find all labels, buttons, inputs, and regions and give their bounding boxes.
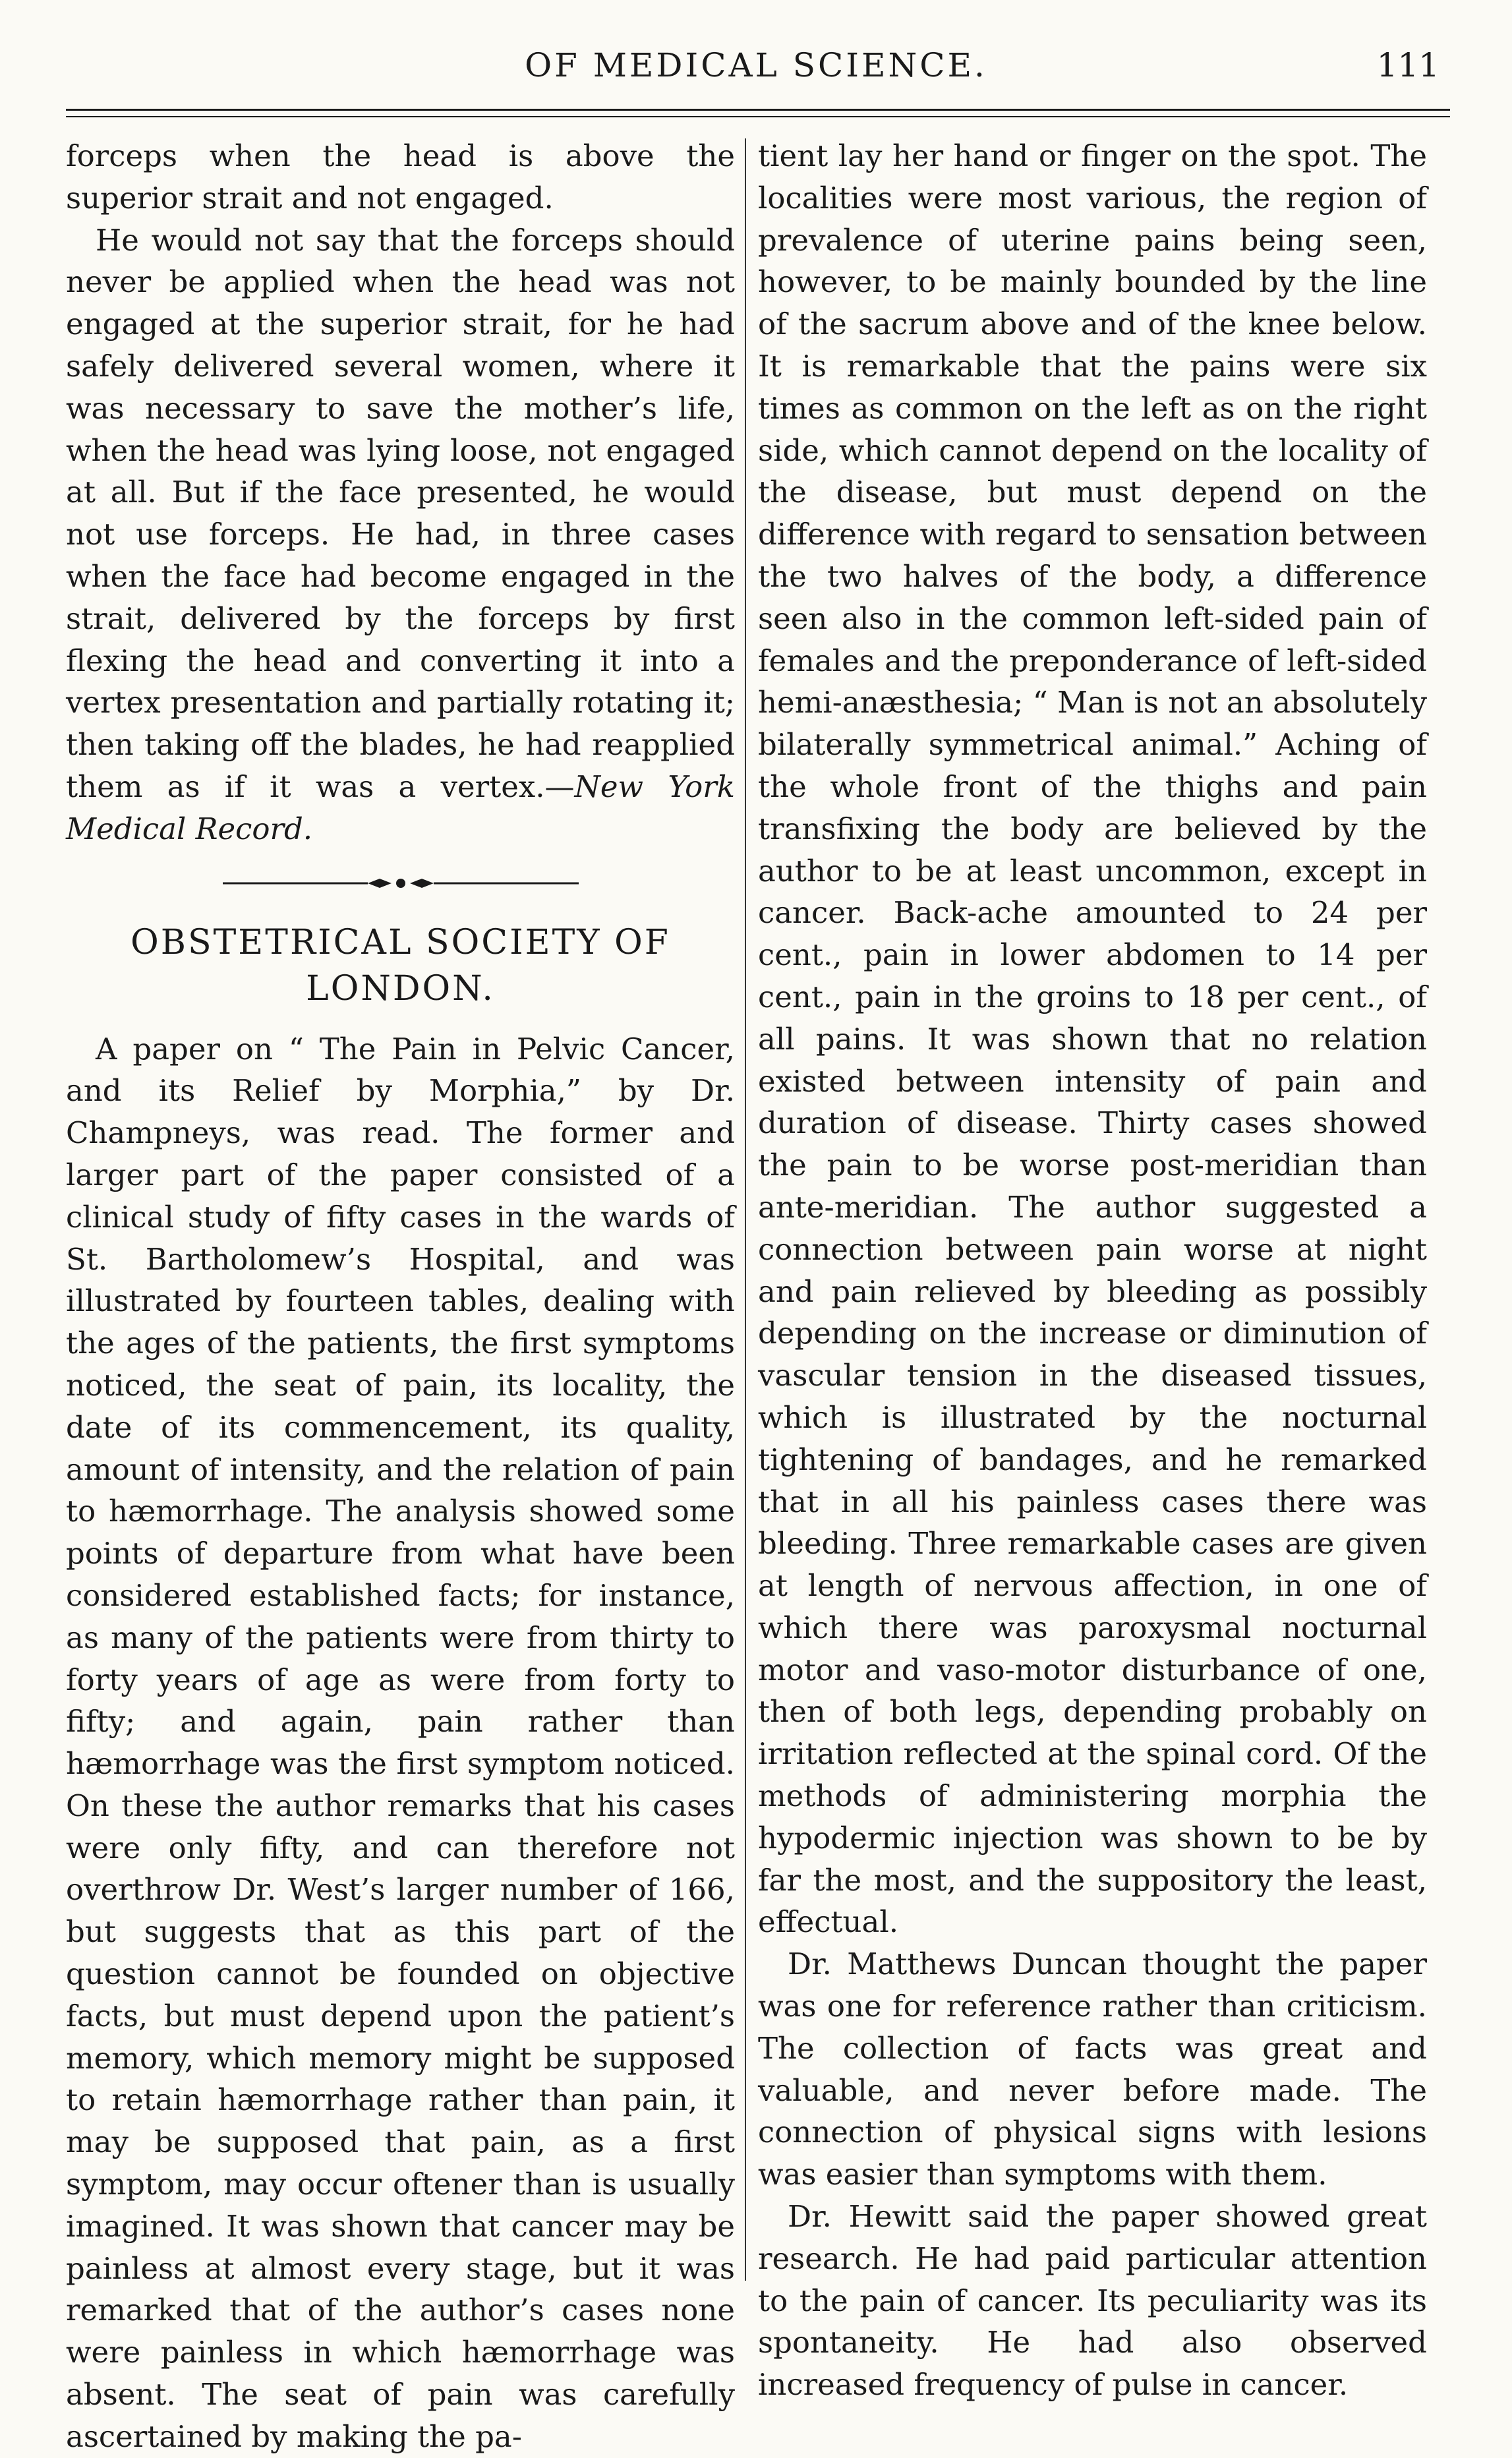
section-ornament [66,850,735,916]
paragraph: Dr. Hewitt said the paper showed great research. He had paid particular attention to the pain of cancer. Its peculiarity was its spontaneity. He had also observed increased frequency of pulse in cancer. [758,2199,1427,2403]
header-rule [66,109,1450,111]
paragraph: forceps when the head is above the superior strait and not engaged. [66,138,735,216]
paragraph [66,219,735,850]
page-header [0,46,1512,99]
page-number: 111 [1376,46,1439,84]
paragraph-text: He would not say that the forceps should never be applied when the head was not engaged at the superior strait, for he had safely delivered several women, where it was necessary to save the mother’s life, when the head was lying loose, not engaged at all. But if the face presented, he would not use forceps. He had, in three cases when the face had become engaged in the strait, delivered by the forceps by first flexing the head and converting it into a vertex presentation and partially rotating it; then taking off the blades, he had reapplied them as if it was a vertex.— [66,222,735,804]
right-column [758,135,1427,2403]
paragraph: A paper on “ The Pain in Pelvic Cancer, and its Relief by Morphia,” by Dr. Champneys, was read. The former and larger part of the paper consisted of a clinical study of fifty cases in the wards of St. Bartholomew’s Hospital, and was illustrated by fourteen tables, dealing with the ages of the patients, the first symptoms noticed, the seat of pain, its locality, the date of its commencement, its quality, amount of intensity, and the relation of pain to hæmorrhage. The analysis showed some points of departure from what have been considered established facts; for instance, as many of the patients were from thirty to forty years of age as were from forty to fifty; and again, pain rather than hæmorrhage was the first symptom noticed. On these the author remarks that his cases were only fifty, and can therefore not overthrow Dr. West’s larger number of 166, but suggests that as this part of the question cannot be founded on objective facts, but must depend upon the patient’s memory, which memory might be supposed to retain hæmorrhage rather than pain, it may be supposed that pain, as a first symptom, may occur oftener than is usually imagined. It was shown that cancer may be painless at almost every stage, but it was remarked that of the author’s cases none were painless in which hæmorrhage was absent. The seat of pain was carefully ascertained by making the pa- [66,1031,735,2454]
column-divider [745,138,746,2281]
paragraph: tient lay her hand or finger on the spot. The localities were most various, the region of prevalence of uterine pains being seen, however, to be mainly bounded by the line of the sacrum above and of the knee below. It is remarkable that the pains were six times as common on the left as on the right side, which cannot depend on the locality of the disease, but must depend on the difference with regard to sensation between the two halves of the body, a difference seen also in the common left-sided pain of females and the preponderance of left-sided hemi-anæsthesia; “ Man is not an absolutely bilaterally symmetrical animal.” Aching of the whole front of the thighs and pain transfixing the body are believed by the author to be at least uncommon, except in cancer. Back-ache amounted to 24 per cent., pain in lower abdomen to 14 per cent., pain in the groins to 18 per cent., of all pains. It was shown that no relation existed between intensity of pain and duration of disease. Thirty cases showed the pain to be worse post-meridian than ante-meridian. The author suggested a connection between pain worse at night and pain relieved by bleeding as possibly depending on the increase or diminution of vascular tension in the diseased tissues, which is illustrated by the nocturnal tightening of bandages, and he remarked that in all his painless cases there was bleeding. Three remarkable cases are given at length of nervous affection, in one of which there was paroxysmal nocturnal motor and vaso-motor disturbance of one, then of both legs, depending probably on irritation reflected at the spinal cord. Of the methods of administering morphia the hypodermic injection was shown to be by far the most, and the suppository the least, effectual. [758,138,1427,1940]
left-column [66,135,735,2454]
paragraph: Dr. Matthews Duncan thought the paper was one for reference rather than criticism. The collection of facts was great and valuable, and never before made. The connection of physical signs with lesions was easier than symptoms with them. [758,1946,1427,2192]
running-head: OF MEDICAL SCIENCE. [525,46,987,84]
source-citation: New York Medical Record. [66,769,735,846]
ornament-rule-icon [216,873,585,893]
header-rule-thin [66,116,1450,117]
section-title: OBSTETRICAL SOCIETY OF LONDON. [131,922,670,1009]
